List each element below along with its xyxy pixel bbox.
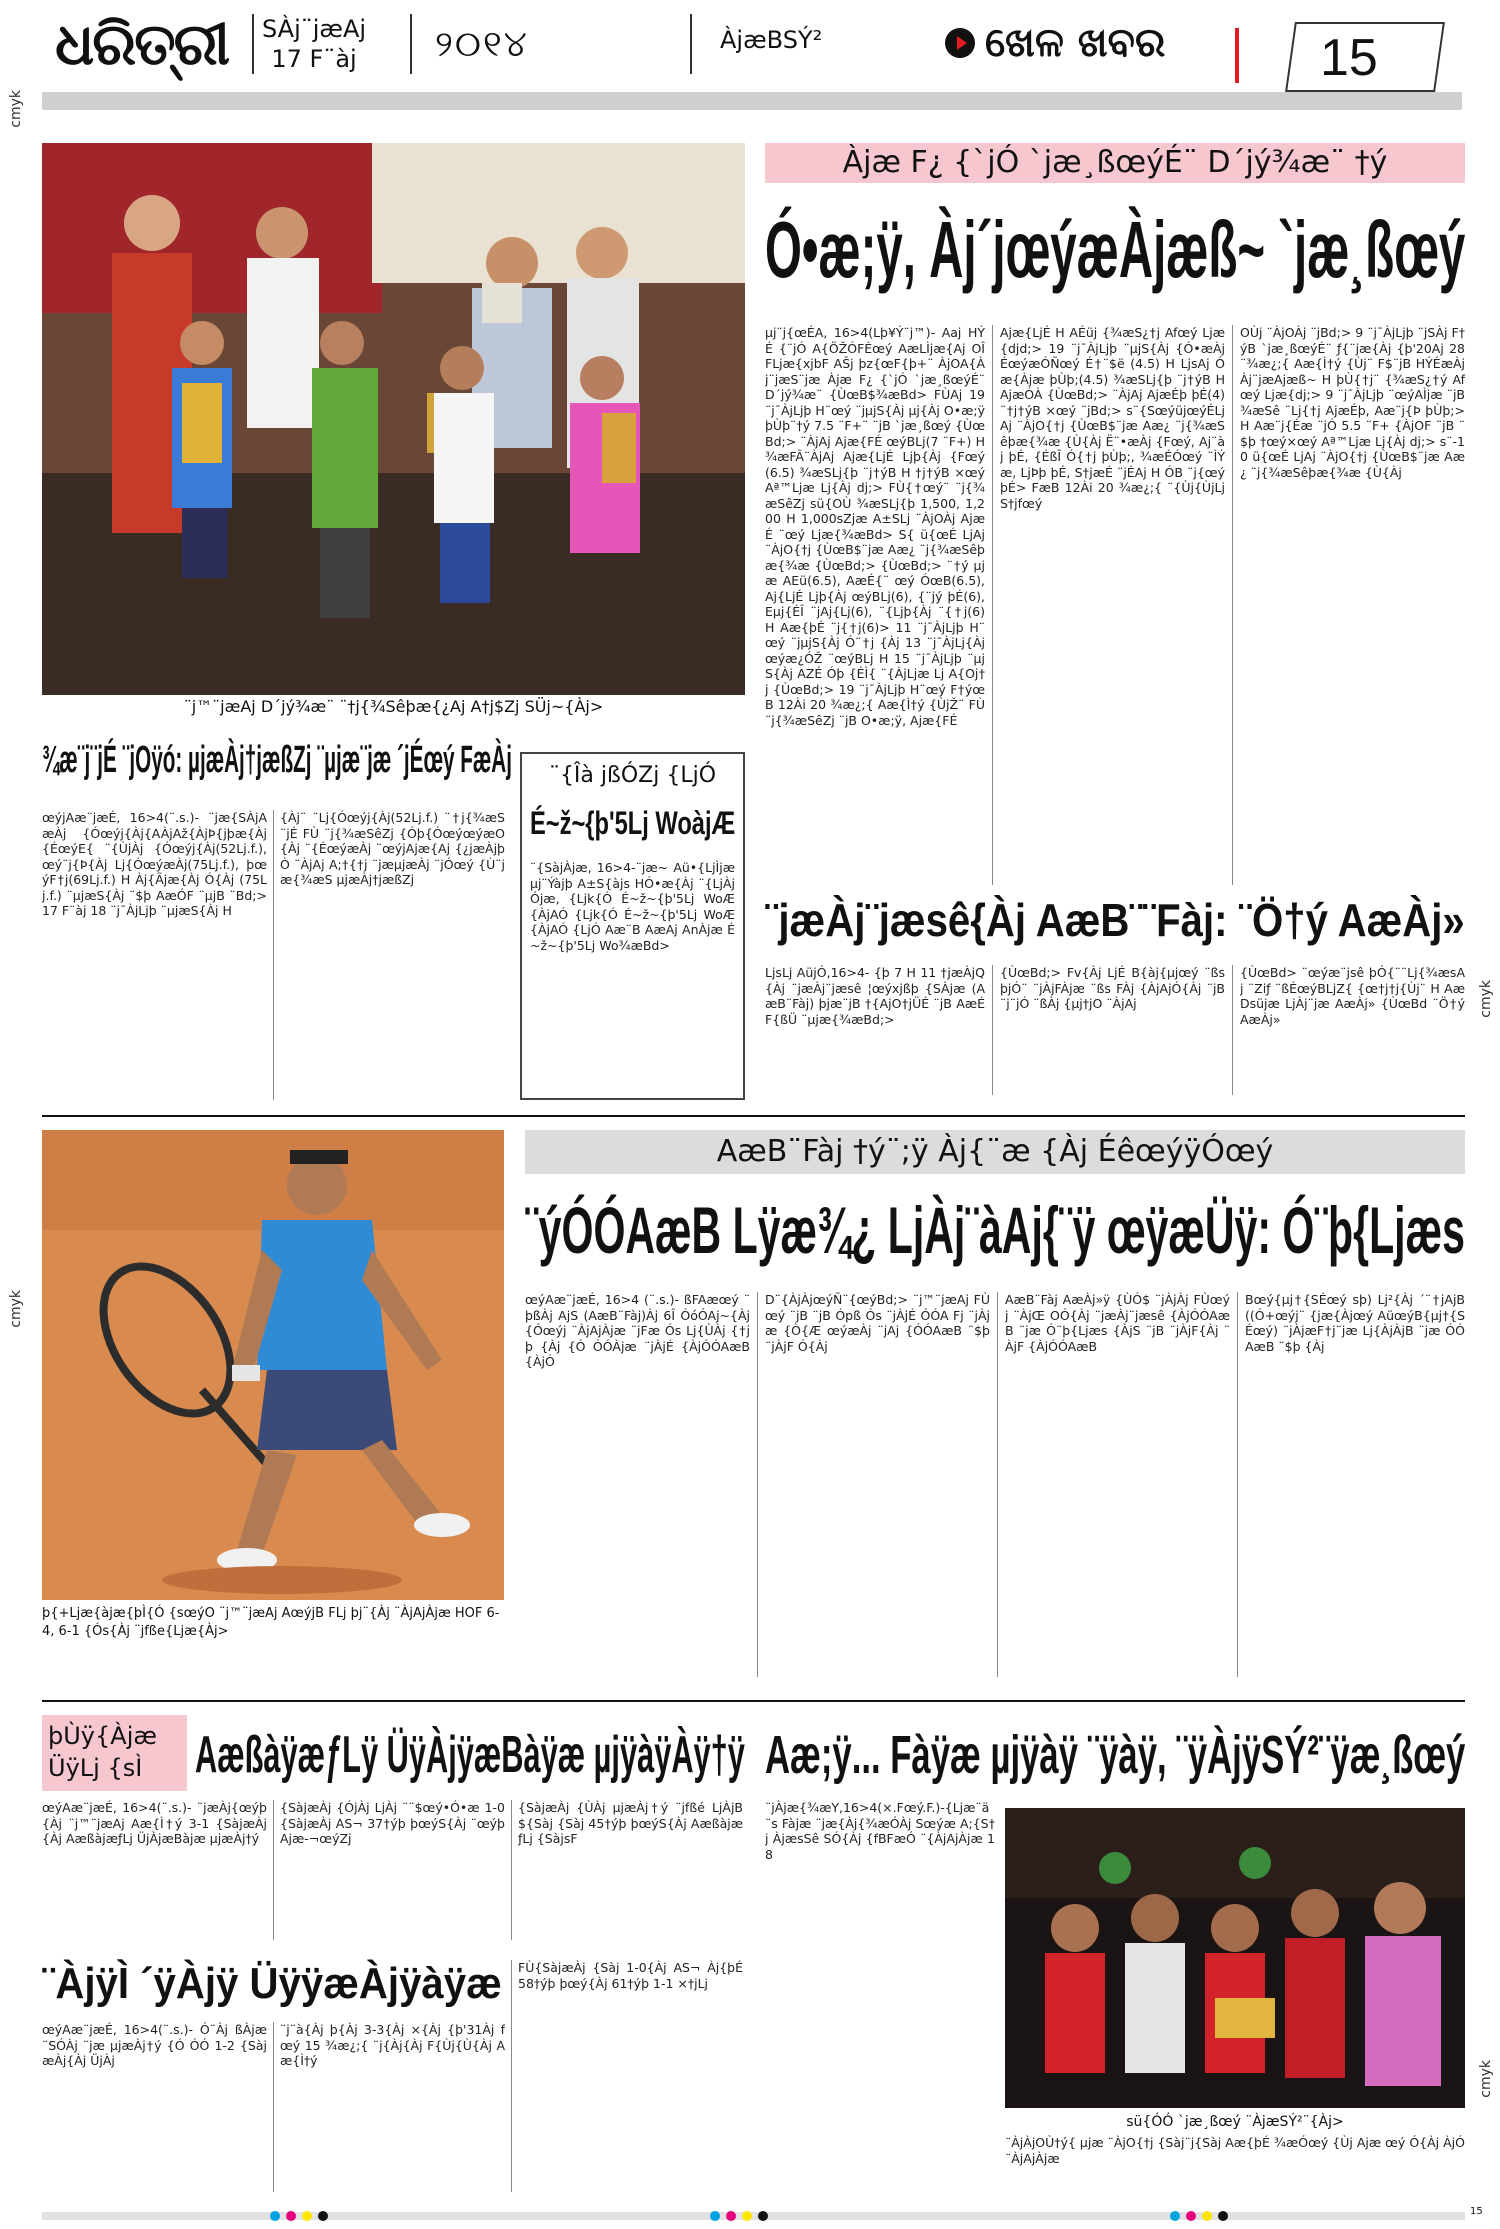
masthead-year: ୨୦୧୪ — [435, 24, 529, 65]
yellow-dot — [1202, 2211, 1212, 2221]
play-icon — [945, 28, 975, 58]
story6-headline: AæßàÿæƒLÿ ÜÿÀjÿæBàÿæ µjÿàÿÀÿ†ÿ — [195, 1726, 745, 1784]
chess-award-illustration — [42, 143, 745, 695]
story5-column-1: œýAæ¨jæÉ, 16>4 (¨.s.)- ßFAæœý ¨þßÀj AjS (AæB¨Fàj)Àj 6Î ÓóÓAj~{Àj {Óœýj ¨ÀjAjÀjæ ¨jFæ Ós Lj{ÙÀj {†jþ {Àj {Ó ÓÓÀjæ ¨jÀjÉ {ÀjÓÓAæB {ÀjÓ — [525, 1292, 750, 1369]
story2-headline: ¾æ¨j¨jÉ ¨jOÿó: µjæÀj†jæßZj ¨µjæ¨jæ ´jÉœý FæÀj — [42, 739, 512, 781]
column-rule — [1232, 965, 1233, 1095]
registration-dots — [1170, 2211, 1228, 2221]
story1-column-3: OÙj ¨ÀjOÀj ¨jBd;> 9 ¨j¯ÀjLjþ ¨jSÀj F†ýB `jæ¸ßœýÉ¨ ƒ{¨jæ{Àj {þ'20Aj 28 ¨¾æ¿;{ Aæ{Ì†ý {Ùj¨ F$¨jB HÝÉæÀj Àj¨jæAjæß~ H þÙ{†j¨ {¾æS¿†ý Afœý Ljæ{dj;> 9 ¨j¯ÀjLjþ ¨œýAÌjæ ¨jB ¾æSê ¨Lj{†j AjæÉþ, Aæ¨j{Þ þÙþ;> H Aæ¨j{Éæ ¨jÓ 5.5 ¨F+ {ÀjOF ¨jB ¨$þ †œý×œý Aª™Ljæ Lj{Àj dj;> s¨-10 ü{œÉ LjAj ¨ÀjO{†j {ÙœB$¨jæ Aæ¿ ¨j{¾æSêþæ{¾æ {Ù{Àj — [1240, 325, 1465, 480]
masthead-day: SÀj¨jæAj — [262, 15, 367, 43]
magenta-dot — [726, 2211, 736, 2221]
story6-column-2: {SàjæÀj {ÓjÀj LjÀj ¨¨$œý•Ó•æ 1-0 {SàjæÀj AS¬ 37†ýþ þœýS{Àj ¨œýþ Ajæ-¬œýZj — [280, 1800, 505, 1846]
top-rule — [42, 92, 1462, 110]
magenta-dot — [286, 2211, 296, 2221]
column-rule — [273, 1800, 274, 1940]
story3-body: ¨{SàjÀjæ, 16>4-¨jæ~ Aü•{LjÌjæ µj¨Ýàjþ A±S{àjs HÓ•æ{Àj ¨{LjÀjÓjæ, {Ljk{Ó É~ž~{þ'5Lj WoÆ{ÀjAÓ {Ljk{Ó É~ž~{þ'5Lj WoÆ{ÀjAÓ {LjÓ Aæ¨B AæAj AnÀjæ É~ž~{þ'5Lj Wo¾æBd> — [530, 860, 735, 953]
story4-column-2: {ÙœBd;> Fv{Àj LjÉ B{àj{µjœý ¨ßs þjÓ¨ ¨jÀjFÀjæ ¨ßs FÀj {ÀjAjÓ{Àj ¨jB ¨j¨jÓ ¨ßÀj {µj†jO ¨ÀjAj — [1000, 965, 1225, 1011]
column-rule — [1232, 325, 1233, 885]
masthead-city: ÀjæBSÝ² — [720, 26, 823, 54]
cmyk-mark: cmyk — [1478, 980, 1494, 1018]
story2-column-2: {Àj¨ ¨Lj{Óœýj{Àj(52Lj.f.) ¨†j{¾æS ¨jÉ FÙ ¨j{¾æSêZj {Óþ{ÓœýœýæO{Àj ¨{ÉœýæÀj ¨œýjAjæ{Aj {¿jæÀjþÒ ¨ÀjAj A;†{†j ¨jæµjæÀj ¨jÓœý {Ù¨jæ{¾æS µjæÀj†jæßZj — [280, 810, 505, 887]
story1-column-2: Ajæ{LjÉ H AÉüj {¾æS¿†j Afœý Ljæ{djd;> 19 ¨j¯ÀjLjþ ¨µjS{Àj {Ó•æÀj ÉœýæÓÑœý É†¨$ë (4.5) H LjsAj Óæ{Àjæ þÙþ;(4.5) ¾æSLj{þ ¨j†ýB H AjæÓÀ {ÙœBd;> ¨ÀjAj AjæÉþ þÉ(4) ¨†j†ýB ×œý ¨jBd;> s¨{SœýüjœýÉLjAj ¨ÀjO{†j {ÙœB$¨jæ Aæ¿ ¨j{¾æSêþæ{¾æ {Ù{Àj Ë¨•æÀj {Fœý, Aj¨àj þÉ, {ÉßÎ Ó{†j þÙþ;, ¾æÉÓœý ¨ÌÝæ, LjÞþ þÉ, S†jæÉ ¨jÉAj H ÓB ¨j{œý þÉ> FæB 12Ài 20 ¾æ¿;{ ¨{Ùj{ÙjLjS†jfœý — [1000, 325, 1225, 511]
story3-headline: É~ž~{þ'5Lj WoàjÆ — [530, 805, 736, 841]
story6-subheadline: ¨ÀjÿÌ ´ÿÀjÿ ÜÿÿæÀjÿàÿæ — [42, 1959, 502, 2008]
tennis-photo — [42, 1130, 504, 1600]
story5-kicker: AæB¨Fàj †ý¨;ÿ Àj{¨æ {Àj ÉêœýÿÓœý — [716, 1134, 1274, 1169]
story6-column-3: {SàjæÀj {ÙÀj µjæÀj†ý ¨jfßé LjÀjB${Sàj {Sàj 45†ýþ þœýS{Àj AæßàjæƒLj {SàjsF — [518, 1800, 743, 1846]
masthead-divider — [252, 14, 254, 74]
section-rule — [42, 1115, 1465, 1117]
football-photo-caption: sü{ÓÓ `jæ¸ßœý ¨ÀjæSÝ²¨{Àj> — [1126, 2114, 1344, 2130]
story6-kicker: þÙÿ{Àjæ ÜÿLj {sÌ — [48, 1722, 157, 1782]
story4-headline: ¨jæÀj¨jæsê{Àj AæB¨¨Fàj: ¨Ö†ý AæÀj» — [765, 894, 1465, 946]
story5-headline: ¨ýÓÓAæB Lÿæ¾¿ LjÀj¨àAj{¨ÿ œÿæÜÿ: Ó¨þ{Ljæs — [525, 1193, 1465, 1267]
tennis-photo-caption: þ{+Ljæ{àjæ{þÌ{Ó {sœýO ¨j™¨jæAj AœýjB FLj þj¨{Àj ¨ÀjAjÀjæ HOF 6-4, 6-1 {Ós{Àj ¨jfße{Ljæ{Àj> — [42, 1606, 500, 1639]
cyan-dot — [710, 2211, 720, 2221]
registration-dots — [270, 2211, 328, 2221]
story3-kicker: ¨{Îà jßÓZj {LjÓ — [548, 763, 717, 788]
column-rule — [511, 1800, 512, 1940]
story1-headline: Ó•æ;ÿ, Àj´jœýæÀjæß~ `jæ¸ßœý — [765, 205, 1466, 294]
story7-headline: Aæ;ÿ... Fàÿæ µjÿàÿ ¨ÿàÿ, ¨ÿÀjÿSÝ²¨ÿæ¸ßœý — [765, 1725, 1466, 1785]
story1-column-1: µj¨j{œÉA, 16>4(Lþ¥Ý¨j™)- Aaj HÝÉ {¨jÓ A{ÖŽÓFÉœý AæLÌjæ{Aj OÎ FLjæ{xjbF AŠj þz{œF{þ+¨ ÀjOA{Àj¨jæS¨jæ Àjæ F¿ {`jÓ `jæ¸ßœýÉ¨ D´jý¾æ¨ {ÙœB$¾æBd> FÙAj 19 ¨j¯ÀjLjþ H¨œý ¨jµjS{Àj µj{Àj O•æ;ÿ þÙþ¨†ý 7.5 ¨F+¨ ¨jB `jæ¸ßœý {ÙœBd;> ¨ÀjAj Ajæ{FÉ œýBLj(7 ¨F+) H ¾æFÂ¨ÀjAj Ajæ{LjÉ Ljþ{Àj {Fœý(6.5) ¾æSLj{þ ¨j†ýB H †j†ýB ×œý Aª™Ljæ Lj{Àj dj;> FÙ{†œý¨ ¨j{¾æSêZj sü{OÙ ¾æSLj{þ 1,500, 1,200 H 1,000sZjæ A±SLj ¨ÀjOÀj AjæÉ ¨œý Ljæ{¾æBd> S{ ü{œÉ LjAj ¨ÀjO{†j {ÙœB$¨jæ Aæ¿ ¨j{¾æSêþæ{¾æ {ÙœBd;> {ÙœBd;> ¨†ý µjæ AEü(6.5), AæÉ{¨ œý ÓœB(6.5), Aj{LjÉ Ljþ{Àj œýBLj(6), {¨jý þÉ(6), Eµj{ÉÎ ¨jAj{Lj(6), ¨{Ljþ{Àj ¨{†j(6) H Aæ{þÉ ¨j{†j(6)> 11 ¨j¯ÀjLjþ H¨œý ¨jµjS{Àj Ó¨†j {Àj 13 ¨j¯ÀjLj{Àj œýæ¿ÓŽ ¨œýBLj H 15 ¨j¯ÀjLjþ ¨µjS{Àj AZÉ Óþ {ÉÌ{ ¨{ÀjLjæ Lj A{Oj†j {ÙœBd;> 19 ¨j¯ÀjLjþ H¨œý F†ýœB 12Ài 20 ¾æ¿;{ Aæ{Ì†ý {ÙjŽ¨ FÙ ¨j{¾æSêZj ¨jB O•æ;ÿ, Ajæ{FÉ — [765, 325, 985, 728]
story4-column-1: LjsLj AüjÓ,16>4- {þ 7 H 11 †jæÀjQ{Àj ¨jæÀj¨jæsê ¦œýxjßþ {SÀjæ (AæB¨Fàj) þjæ¨jB †{AjO†jÜÉ ¨jB AæÉ F{ßÜ ¨µjæ{¾æBd;> — [765, 965, 985, 1027]
black-dot — [758, 2211, 768, 2221]
masthead-divider — [410, 14, 412, 74]
cyan-dot — [1170, 2211, 1180, 2221]
cmyk-mark: cmyk — [1478, 2060, 1494, 2098]
masthead-month: 17 F¨àj — [271, 45, 357, 73]
chess-award-photo — [42, 143, 745, 695]
cyan-dot — [270, 2211, 280, 2221]
black-dot — [1218, 2211, 1228, 2221]
chess-photo-caption: ¨j™¨jæAj D´jý¾æ¨ ¨†j{¾Sêþæ{¿Aj A†j$Zj SÜj~{Àj> — [183, 697, 604, 716]
football-celebration-photo — [1005, 1808, 1465, 2108]
column-rule — [273, 2022, 274, 2192]
cmyk-mark: cmyk — [8, 1290, 24, 1328]
masthead-date — [262, 14, 366, 74]
story5-column-4: Bœý{µj†{SÉœý sþ) Lj²{Àj ´¨†jAjB ((Ó+œýj¨ {jæ{Àjœý AüœýB{µj†{SÉœý) ¨jÀjæF†j¨jæ Lj{ÀjÀjB ¨jæ ÓÓAæB ¨$þ {Àj — [1245, 1292, 1465, 1354]
footer-page-code: 15 — [1470, 2206, 1483, 2217]
column-rule — [997, 1292, 998, 1677]
page-number: 15 — [1320, 29, 1378, 87]
registration-dots — [710, 2211, 768, 2221]
story5-column-3: AæB¨Fàj AæÀj»ÿ {ÙÓ$ ¨jÀjÀj FÙœýj ¨ÀjŒ OÓ{Àj ¨jæÀj¨jæsê {ÀjÓÓAæB ¨jæ Ó¨þ{Ljæs {ÀjS ¨jB ¨jÀjF{Àj ¨ÀjF {ÀjÓÓAæB — [1005, 1292, 1230, 1354]
column-rule — [1237, 1292, 1238, 1677]
story5-column-2: D¨{ÀjÀjœýÑ¨{œýBd;> ¨j™¨jæAj FÙœý ¨jB ¨jB Ópß Ós ¨jÀjÉ ÓÓA Fj ¨jÀjæ {Ò{Æ œýæÀj ¨jAj {ÓÓAæB ¨$þ ¨jÀjF Ó{Àj — [765, 1292, 990, 1354]
section-rule — [42, 1700, 1465, 1702]
tennis-player-illustration — [42, 1130, 504, 1600]
football-team-illustration — [1005, 1808, 1465, 2108]
column-rule — [273, 810, 274, 1100]
yellow-dot — [302, 2211, 312, 2221]
story7-column-2: ¨ÀjÀjOÙ†ý{ µjæ ¨ÀjO{†j {Sàj¨j{Sàj Aæ{þÉ ¾æÓœý {Ùj Ajæ œý Ó{Àj ÀjÓ ¨ÀjAjÀjæ — [1005, 2135, 1465, 2166]
masthead — [0, 0, 1500, 100]
black-dot — [318, 2211, 328, 2221]
story2-column-1: œýjAæ¨jæÉ, 16>4(¨.s.)- ¨jæ{SÀjAæÀj {Óœýj{Àj{AÀjAž{ÀjÞ{jþæ{Àj {ÉœýE{ ¨{ÙjÀj {Óœýj{Àj(52Lj.f.), œý¨j{Þ{Àj Lj{ÓœýæÀj(75Lj.f.), þœýF†j(69Lj.f.) H Àj{Ãjæ{Àj Ó{Àj (75Lj.f.) ¨µjæS{Àj ¨$þ AæÓF ¨µjB ¨Bd;> 17 F¨àj 18 ¨j¯ÀjLjþ ¨µjæS{Àj H — [42, 810, 267, 918]
cmyk-mark: cmyk — [8, 90, 24, 128]
column-rule — [757, 1292, 758, 1677]
column-rule — [992, 325, 993, 885]
story6-sub-column-2: ¨j¨à{Àj þ{Àj 3-3{Àj ×{Àj {þ'31Àj fœý 15 ¾æ¿;{ ¨j{Àj{Àj F{Ùj{Ù{Àj Aæ{Ì†ý — [280, 2022, 505, 2068]
magenta-dot — [1186, 2211, 1196, 2221]
story6-sub-column-1: œýAæ¨jæÉ, 16>4(¨.s.)- Ó¨Àj ßÀjæ ¨SÓÀj ¨jæ µjæÀj†ý {Ó ÓÓ 1-2 {SàjæÀj{Àj ÜjÀj — [42, 2022, 267, 2068]
accent-bar — [1235, 28, 1239, 83]
story1-kicker: Àjæ F¿ {`jÓ `jæ¸ßœýÉ¨ D´jý¾æ¨ †ý — [842, 145, 1388, 180]
yellow-dot — [742, 2211, 752, 2221]
story7-column-1: ¨jÀjæ{¾æY,16>4(×.Fœý.F.)-{Ljæ¨ä¨s Fàjæ ¨jæ{Àj{¾æÓÀj Sœýæ A;{S†j ÀjæsSê SÓ{Àj {fBFæÓ ¨{ÀjAjÀjæ 18 — [765, 1800, 995, 1862]
column-rule — [511, 1960, 512, 2192]
story6-column-1: œýAæ¨jæÉ, 16>4(¨.s.)- ¨jæÀj{œýþ{Àj ¨j™¨jæAj Aæ{Ì†ý 3-1 {SàjæÀj{Àj AæßàjæƒLj ÜjÀjæBàjæ µjæÀj†ý — [42, 1800, 267, 1846]
story6-sub-column-3: FÙ{SàjæÀj {Sàj 1-0{Àj AS¬ Àj{þÉ 58†ýþ þœý{Àj 61†ýþ 1-1 ×†jLj — [518, 1960, 743, 1991]
newspaper-logo: ଧରିତ୍ରୀ — [55, 10, 229, 78]
section-title — [945, 20, 1165, 66]
column-rule — [992, 965, 993, 1095]
masthead-divider — [690, 14, 692, 74]
section-label: ଖେଳ ଖବର — [985, 20, 1166, 66]
story4-column-3: {ÙœBd> ¨œýæ¨jsê þÓ{¨¨Lj{¾æsAj ¨Ziƒ ¨ßÉœýBLjZ{ {œ†j†j{Ùj¨ H AæDsüjæ LjÀj¨jæ AæÀj» {ÙœBd ¨Ö†ý AæÀj» — [1240, 965, 1465, 1027]
